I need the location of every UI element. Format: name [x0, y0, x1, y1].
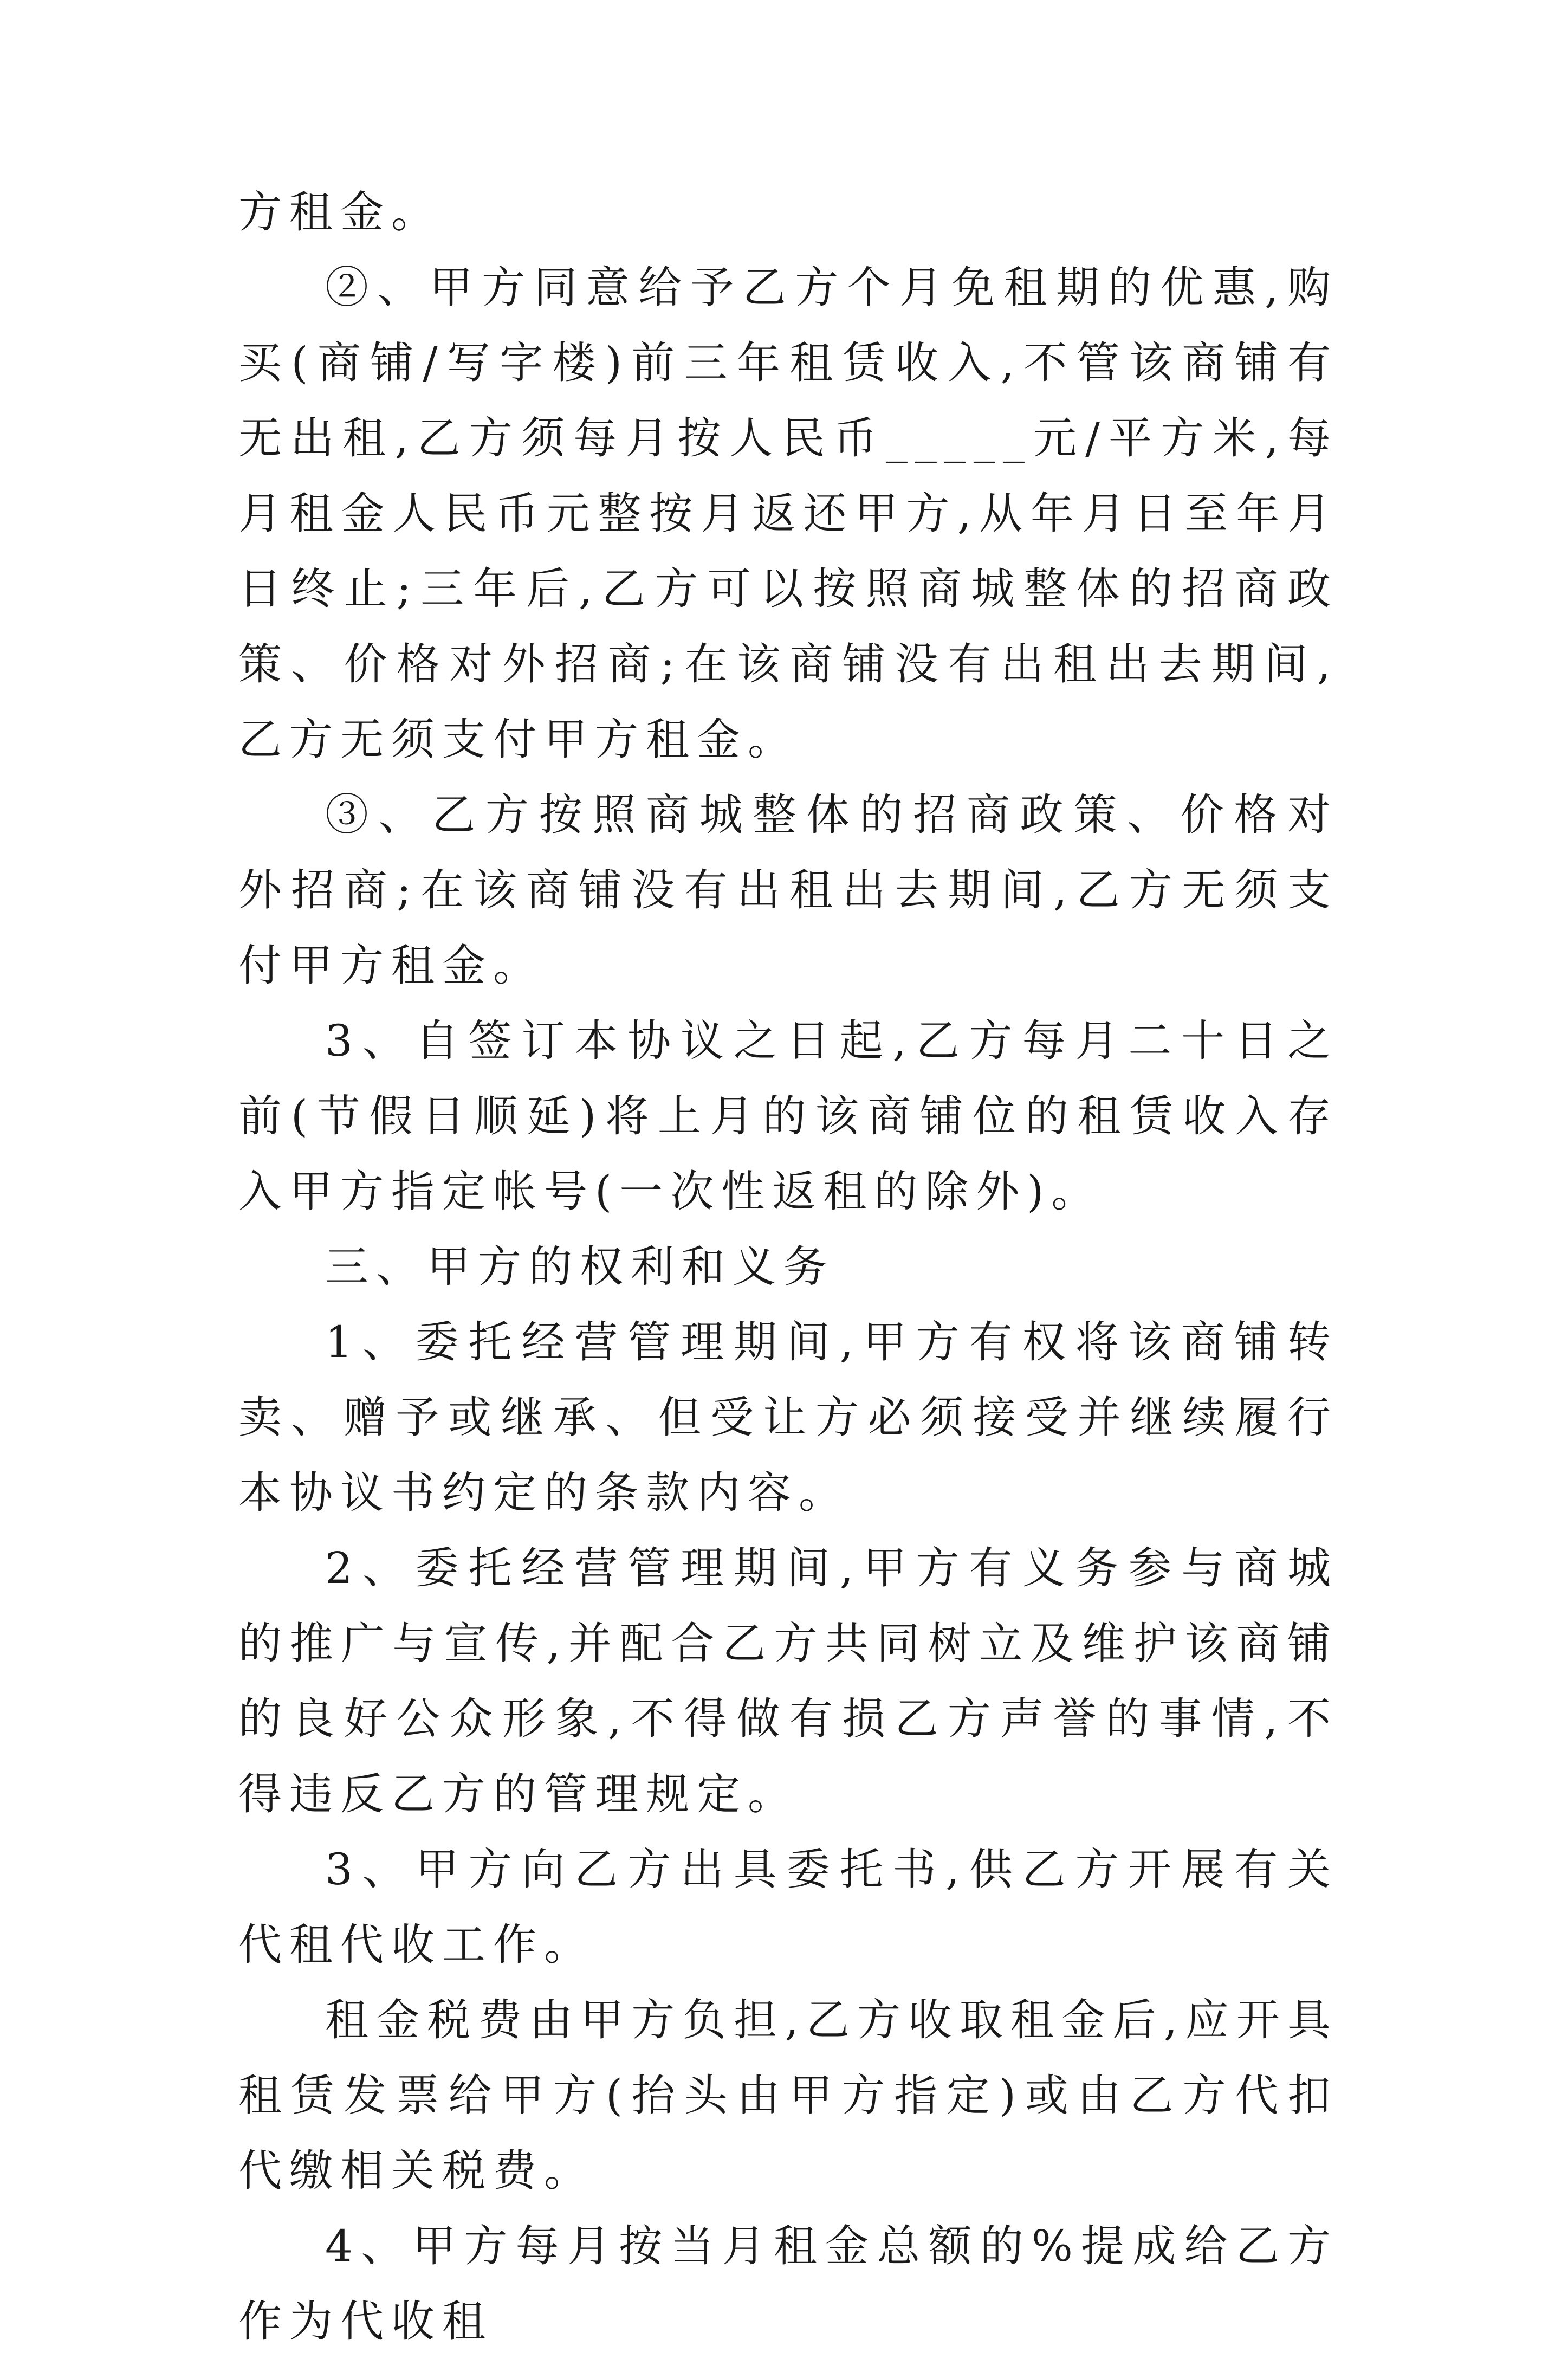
paragraph-6: 1、委托经营管理期间,甲方有权将该商铺转卖、赠予或继承、但受让方必须接受并继续履行本协议书约定的条款内容。	[238, 1317, 1338, 1518]
paragraph-9: 租金税费由甲方负担,乙方收取租金后,应开具租赁发票给甲方(抬头由甲方指定)或由乙方代扣代缴相关税费。	[238, 1995, 1338, 2196]
paragraph-1: 方租金。	[238, 187, 442, 237]
paragraph-10: 4、甲方每月按当月租金总额的%提成给乙方作为代收租	[238, 2221, 1338, 2347]
paragraph-4: 3、自签订本协议之日起,乙方每月二十日之前(节假日顺延)将上月的该商铺位的租赁收入存入甲方指定帐号(一次性返租的除外)。	[238, 1016, 1338, 1217]
document-body	[238, 174, 1338, 2359]
paragraph-7: 2、委托经营管理期间,甲方有义务参与商城的推广与宣传,并配合乙方共同树立及维护该商铺的良好公众形象,不得做有损乙方声誉的事情,不得违反乙方的管理规定。	[238, 1543, 1338, 1819]
paragraph-8: 3、甲方向乙方出具委托书,供乙方开展有关代租代收工作。	[238, 1844, 1338, 1970]
paragraph-2: ②、甲方同意给予乙方个月免租期的优惠,购买(商铺/写字楼)前三年租赁收入,不管该商铺有无出租,乙方须每月按人民币_____元/平方米,每月租金人民币元整按月返还甲方,从年月日至年月日终止;三年后,乙方可以按照商城整体的招商政策、价格对外招商;在该商铺没有出租出去期间,乙方无须支付甲方租金。	[238, 262, 1338, 765]
paragraph-3: ③、乙方按照商城整体的招商政策、价格对外招商;在该商铺没有出租出去期间,乙方无须支付甲方租金。	[238, 790, 1338, 991]
section-heading-party-a-rights: 三、甲方的权利和义务	[325, 1242, 834, 1292]
